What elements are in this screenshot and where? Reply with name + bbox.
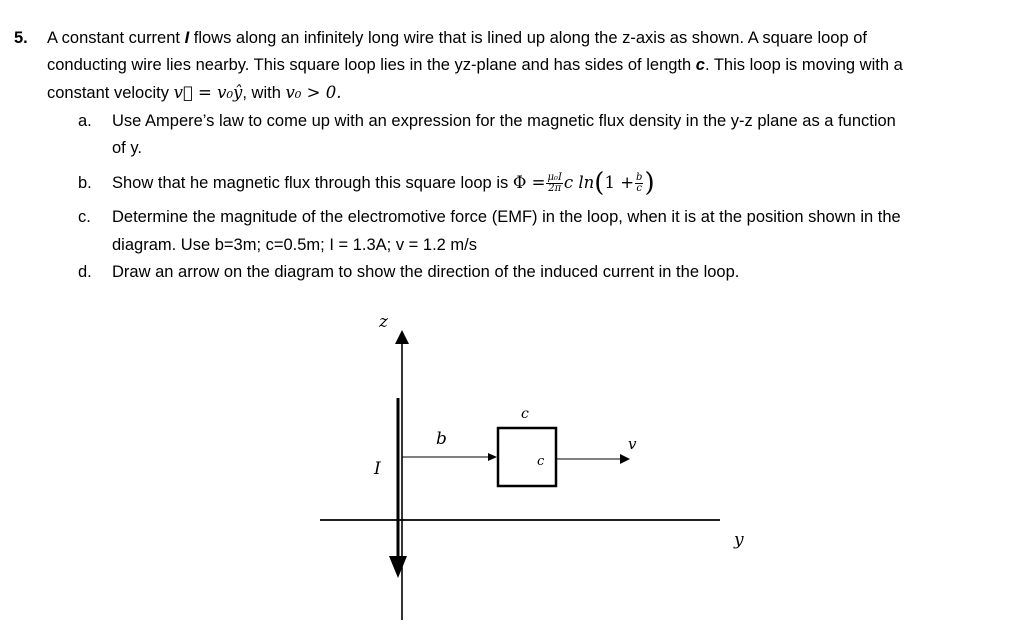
v-label: v	[628, 435, 637, 453]
length-symbol: c	[695, 56, 705, 74]
b-over-c-denominator: c	[636, 182, 643, 194]
intro-line-1-text: A constant current I flows along an infinitely long wire that is lined up along the z-axis as shown. A square loop of	[47, 29, 867, 47]
intro-line-2-text: conducting wire lies nearby. This square loop lies in the yz-plane and has sides of length c. This loop is moving with a	[47, 56, 903, 74]
c-top-label: c	[521, 406, 529, 422]
part-a-label: a.	[78, 112, 92, 130]
z-axis-arrowhead	[395, 330, 409, 344]
part-c-label: c.	[78, 208, 91, 226]
part-c-line-2: diagram. Use b=3m; c=0.5m; I = 1.3A; v = 1.2 m/s	[112, 236, 477, 254]
velocity-arrowhead	[620, 454, 630, 464]
flux-lhs: Φ =	[512, 173, 546, 192]
flux-fraction-denominator: 2π	[548, 182, 562, 194]
current-symbol: I	[184, 29, 190, 47]
velocity-expression: v⃗ = v₀ŷ	[173, 83, 243, 102]
question-number: 5.	[14, 29, 28, 47]
part-d-label: d.	[78, 263, 92, 281]
velocity-condition: v₀ > 0.	[285, 83, 342, 102]
z-axis-label: z	[379, 312, 388, 332]
current-arrowhead	[389, 556, 407, 578]
intro-line-3-pre: constant velocity	[47, 84, 169, 102]
b-label: b	[436, 429, 447, 449]
flux-fraction	[546, 173, 562, 194]
intro-line-1	[47, 28, 867, 48]
part-a-line-1: Use Ampere’s law to come up with an expression for the magnetic flux density in the y-z plane as a function	[112, 112, 896, 130]
close-paren: )	[644, 168, 655, 198]
c-inside-label: c	[537, 454, 545, 469]
part-c-line-1: Determine the magnitude of the electromotive force (EMF) in the loop, when it is at the position shown in the	[112, 208, 901, 226]
y-axis-label: y	[734, 530, 744, 550]
part-b-label: b.	[78, 174, 92, 192]
part-b-text: Show that he magnetic flux through this square loop is	[112, 174, 509, 192]
part-a-line-2: of y.	[112, 139, 142, 157]
flux-fraction-numerator: μ₀I	[547, 171, 562, 183]
square-loop	[498, 428, 556, 486]
flux-c-ln: c ln	[563, 173, 595, 192]
b-dimension-arrowhead	[488, 453, 497, 461]
b-over-c-numerator: b	[636, 171, 643, 183]
current-label: I	[374, 459, 381, 479]
part-d-line-1: Draw an arrow on the diagram to show the direction of the induced current in the loop.	[112, 263, 740, 281]
intro-line-3-mid: , with	[242, 84, 281, 102]
intro-line-2	[47, 55, 903, 75]
b-over-c-fraction	[635, 173, 643, 194]
flux-one-plus: 1 +	[604, 173, 635, 192]
intro-line-3	[47, 83, 341, 103]
part-b-line	[112, 170, 655, 196]
open-paren: (	[594, 168, 605, 198]
